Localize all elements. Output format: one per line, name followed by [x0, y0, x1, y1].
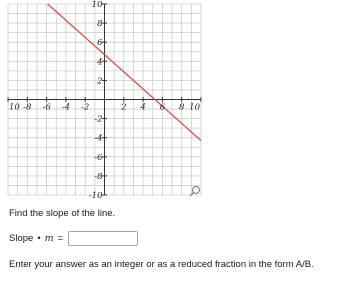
y-tick-label: 10 — [91, 0, 103, 10]
coordinate-graph — [8, 0, 201, 201]
x-tick-label: 8 — [178, 102, 185, 113]
x-tick-label: -4 — [61, 102, 71, 113]
magnifier-icon[interactable] — [189, 185, 201, 197]
x-tick-label: 4 — [140, 102, 146, 113]
y-tick-label: 8 — [97, 19, 103, 30]
slope-answer-input[interactable] — [68, 231, 138, 246]
x-tick-label: 6 — [159, 102, 166, 113]
slope-variable: m — [44, 233, 54, 244]
y-tick-label: -6 — [94, 152, 103, 163]
answer-row — [9, 231, 138, 246]
slope-label: Slope — [9, 233, 34, 244]
x-tick-label: -6 — [42, 102, 51, 113]
equals-sign: = — [57, 233, 64, 244]
y-tick-label: -2 — [94, 114, 103, 125]
question-text: Find the slope of the line. — [9, 208, 116, 219]
x-tick-label: -2 — [81, 102, 90, 113]
x-tick-label: 10 — [9, 102, 20, 113]
y-tick-label: -10 — [88, 191, 103, 201]
y-tick-label: 4 — [97, 57, 103, 68]
y-tick-label: 2 — [97, 76, 103, 87]
bullet-separator: • — [37, 233, 41, 244]
y-tick-label: 6 — [97, 38, 103, 49]
y-tick-label: -8 — [94, 171, 103, 182]
x-tick-label: 2 — [121, 102, 127, 113]
x-tick-label: -8 — [23, 102, 32, 113]
y-tick-label: -4 — [94, 133, 103, 144]
instruction-text: Enter your answer as an integer or as a reduced fraction in the form A/B. — [9, 259, 314, 270]
x-tick-label: 10 — [189, 102, 200, 113]
